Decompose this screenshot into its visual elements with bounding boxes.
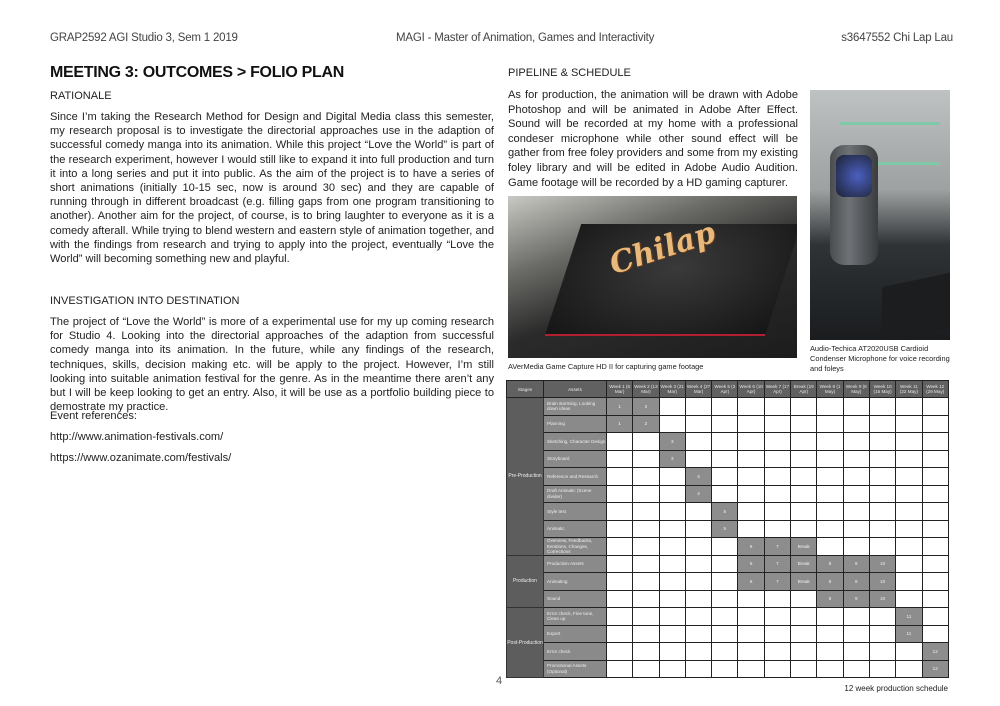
schedule-row bbox=[507, 433, 949, 451]
empty-cell bbox=[843, 468, 869, 486]
empty-cell bbox=[764, 625, 790, 643]
empty-cell bbox=[659, 485, 685, 503]
empty-cell bbox=[633, 503, 659, 521]
empty-cell bbox=[712, 573, 738, 591]
empty-cell bbox=[922, 485, 948, 503]
empty-cell bbox=[685, 538, 711, 556]
scheduled-cell: 6 bbox=[738, 555, 764, 573]
investigation-body: The project of “Love the World” is more of a experimental use for my up coming research for Studio 4. Looking into the directorial approaches of the adaption from successful comedy manga into its animation. In the future, while any findings of the research, techniques, skills, decision making etc. will be apply to the project. However, I’m still looking into suitable animation festival for the genre. As in the meantime there aren’t any but I will be keep looking to get an entry. Also, it will be use as a portfolio building piece to demostrate my practice. bbox=[50, 316, 494, 414]
empty-cell bbox=[869, 468, 895, 486]
scheduled-cell: 8 bbox=[817, 590, 843, 608]
empty-cell bbox=[922, 468, 948, 486]
keyboard bbox=[882, 273, 950, 340]
empty-cell bbox=[869, 503, 895, 521]
empty-cell bbox=[843, 415, 869, 433]
empty-cell bbox=[607, 555, 633, 573]
empty-cell bbox=[764, 468, 790, 486]
empty-cell bbox=[712, 433, 738, 451]
column-header-stages: Stages bbox=[507, 381, 544, 398]
schedule-row bbox=[507, 398, 949, 416]
empty-cell bbox=[922, 450, 948, 468]
empty-cell bbox=[922, 608, 948, 626]
asset-label: Style test bbox=[544, 503, 607, 521]
column-header-week: Week 1 (6 Mar) bbox=[607, 381, 633, 398]
scheduled-cell: 3 bbox=[659, 433, 685, 451]
empty-cell bbox=[738, 415, 764, 433]
asset-label: Error check, Fine tune, Clean up bbox=[544, 608, 607, 626]
empty-cell bbox=[607, 468, 633, 486]
empty-cell bbox=[685, 608, 711, 626]
empty-cell bbox=[685, 660, 711, 678]
empty-cell bbox=[712, 625, 738, 643]
empty-cell bbox=[764, 415, 790, 433]
empty-cell bbox=[738, 433, 764, 451]
empty-cell bbox=[764, 608, 790, 626]
empty-cell bbox=[843, 398, 869, 416]
empty-cell bbox=[896, 538, 922, 556]
empty-cell bbox=[633, 485, 659, 503]
empty-cell bbox=[712, 415, 738, 433]
scheduled-cell: 6 bbox=[738, 573, 764, 591]
empty-cell bbox=[817, 643, 843, 661]
empty-cell bbox=[712, 485, 738, 503]
empty-cell bbox=[896, 485, 922, 503]
empty-cell bbox=[607, 433, 633, 451]
column-header-week: Week 12 (29 May) bbox=[922, 381, 948, 398]
empty-cell bbox=[791, 415, 817, 433]
schedule-row bbox=[507, 555, 949, 573]
empty-cell bbox=[922, 398, 948, 416]
stage-label: Post-Production bbox=[507, 608, 544, 678]
empty-cell bbox=[869, 433, 895, 451]
empty-cell bbox=[869, 538, 895, 556]
schedule-row bbox=[507, 573, 949, 591]
empty-cell bbox=[817, 503, 843, 521]
empty-cell bbox=[659, 590, 685, 608]
asset-label: Production Assets bbox=[544, 555, 607, 573]
scheduled-cell: 6 bbox=[738, 538, 764, 556]
empty-cell bbox=[633, 660, 659, 678]
schedule-row bbox=[507, 625, 949, 643]
empty-cell bbox=[817, 625, 843, 643]
empty-cell bbox=[764, 433, 790, 451]
empty-cell bbox=[712, 538, 738, 556]
empty-cell bbox=[896, 660, 922, 678]
schedule-caption: 12 week production schedule bbox=[844, 684, 948, 693]
photo1-caption: AVerMedia Game Capture HD II for capturing game footage bbox=[508, 362, 704, 371]
asset-label: Sound bbox=[544, 590, 607, 608]
student-header: s3647552 Chi Lap Lau bbox=[841, 32, 953, 44]
empty-cell bbox=[896, 590, 922, 608]
empty-cell bbox=[659, 660, 685, 678]
schedule-row bbox=[507, 503, 949, 521]
empty-cell bbox=[685, 433, 711, 451]
empty-cell bbox=[633, 608, 659, 626]
asset-label: Reference and Research bbox=[544, 468, 607, 486]
scheduled-cell: 10 bbox=[869, 573, 895, 591]
schedule-row bbox=[507, 450, 949, 468]
empty-cell bbox=[869, 398, 895, 416]
empty-cell bbox=[659, 468, 685, 486]
scheduled-cell: 2 bbox=[633, 415, 659, 433]
empty-cell bbox=[685, 625, 711, 643]
scheduled-cell: 9 bbox=[843, 590, 869, 608]
empty-cell bbox=[659, 573, 685, 591]
empty-cell bbox=[817, 415, 843, 433]
empty-cell bbox=[791, 433, 817, 451]
microphone-photo bbox=[810, 90, 950, 340]
empty-cell bbox=[712, 398, 738, 416]
empty-cell bbox=[869, 450, 895, 468]
empty-cell bbox=[922, 625, 948, 643]
empty-cell bbox=[896, 503, 922, 521]
empty-cell bbox=[896, 520, 922, 538]
empty-cell bbox=[764, 520, 790, 538]
scheduled-cell: Break bbox=[791, 573, 817, 591]
empty-cell bbox=[791, 450, 817, 468]
empty-cell bbox=[922, 520, 948, 538]
scheduled-cell: 11 bbox=[896, 608, 922, 626]
empty-cell bbox=[896, 398, 922, 416]
column-header-week: Week 8 (1 May) bbox=[817, 381, 843, 398]
empty-cell bbox=[869, 485, 895, 503]
empty-cell bbox=[607, 485, 633, 503]
schedule-row bbox=[507, 608, 949, 626]
scheduled-cell: 2 bbox=[633, 398, 659, 416]
empty-cell bbox=[738, 398, 764, 416]
asset-label: Promotional Assets (Optional) bbox=[544, 660, 607, 678]
schedule-row bbox=[507, 538, 949, 556]
page-title: MEETING 3: OUTCOMES > FOLIO PLAN bbox=[50, 64, 344, 81]
empty-cell bbox=[633, 643, 659, 661]
empty-cell bbox=[738, 503, 764, 521]
empty-cell bbox=[607, 625, 633, 643]
empty-cell bbox=[922, 433, 948, 451]
empty-cell bbox=[607, 520, 633, 538]
empty-cell bbox=[685, 520, 711, 538]
scheduled-cell: 11 bbox=[896, 625, 922, 643]
page-number: 4 bbox=[496, 675, 503, 687]
scheduled-cell: 12 bbox=[922, 643, 948, 661]
empty-cell bbox=[869, 660, 895, 678]
empty-cell bbox=[633, 538, 659, 556]
empty-cell bbox=[843, 625, 869, 643]
empty-cell bbox=[712, 590, 738, 608]
empty-cell bbox=[633, 468, 659, 486]
column-header-week: Week 4 (27 Mar) bbox=[685, 381, 711, 398]
asset-label: Brain storming, Looking down ideas bbox=[544, 398, 607, 416]
column-header-week: Week 10 (15 May) bbox=[869, 381, 895, 398]
empty-cell bbox=[607, 590, 633, 608]
empty-cell bbox=[922, 555, 948, 573]
empty-cell bbox=[607, 503, 633, 521]
empty-cell bbox=[764, 485, 790, 503]
scheduled-cell: Break bbox=[791, 538, 817, 556]
empty-cell bbox=[869, 608, 895, 626]
empty-cell bbox=[659, 398, 685, 416]
empty-cell bbox=[738, 625, 764, 643]
empty-cell bbox=[685, 590, 711, 608]
empty-cell bbox=[607, 608, 633, 626]
asset-label: Sketching, Character Design bbox=[544, 433, 607, 451]
scheduled-cell: 9 bbox=[843, 555, 869, 573]
empty-cell bbox=[791, 608, 817, 626]
empty-cell bbox=[659, 555, 685, 573]
empty-cell bbox=[659, 503, 685, 521]
scheduled-cell: 12 bbox=[922, 660, 948, 678]
investigation-heading: INVESTIGATION INTO DESTINATION bbox=[50, 295, 240, 307]
column-header-assets: Assets bbox=[544, 381, 607, 398]
scheduled-cell: 1 bbox=[607, 415, 633, 433]
empty-cell bbox=[764, 590, 790, 608]
empty-cell bbox=[922, 590, 948, 608]
empty-cell bbox=[843, 503, 869, 521]
empty-cell bbox=[791, 590, 817, 608]
empty-cell bbox=[869, 643, 895, 661]
asset-label: Planning bbox=[544, 415, 607, 433]
empty-cell bbox=[633, 625, 659, 643]
scheduled-cell: 5 bbox=[712, 520, 738, 538]
column-header-week: Week 11 (22 May) bbox=[896, 381, 922, 398]
column-header-week: Week 2 (13 Mar) bbox=[633, 381, 659, 398]
scheduled-cell: 3 bbox=[659, 450, 685, 468]
empty-cell bbox=[633, 573, 659, 591]
empty-cell bbox=[633, 555, 659, 573]
waveform-1 bbox=[840, 122, 940, 125]
rationale-heading: RATIONALE bbox=[50, 90, 112, 102]
empty-cell bbox=[659, 538, 685, 556]
column-header-week: Week 7 (17 Apr) bbox=[764, 381, 790, 398]
empty-cell bbox=[843, 643, 869, 661]
scheduled-cell: 1 bbox=[607, 398, 633, 416]
capture-card-photo bbox=[508, 196, 797, 358]
asset-label: Storyboard bbox=[544, 450, 607, 468]
empty-cell bbox=[843, 433, 869, 451]
empty-cell bbox=[922, 538, 948, 556]
empty-cell bbox=[764, 450, 790, 468]
column-header-week: Break (19 Apr) bbox=[791, 381, 817, 398]
empty-cell bbox=[738, 520, 764, 538]
empty-cell bbox=[791, 643, 817, 661]
empty-cell bbox=[922, 573, 948, 591]
empty-cell bbox=[817, 485, 843, 503]
empty-cell bbox=[712, 468, 738, 486]
program-header: MAGI - Master of Animation, Games and Interactivity bbox=[396, 32, 655, 44]
empty-cell bbox=[869, 415, 895, 433]
empty-cell bbox=[738, 660, 764, 678]
empty-cell bbox=[896, 573, 922, 591]
empty-cell bbox=[817, 468, 843, 486]
empty-cell bbox=[712, 608, 738, 626]
asset-label: Animating bbox=[544, 573, 607, 591]
column-header-week: Week 6 (10 Apr) bbox=[738, 381, 764, 398]
empty-cell bbox=[791, 660, 817, 678]
scheduled-cell: 9 bbox=[843, 573, 869, 591]
empty-cell bbox=[685, 398, 711, 416]
empty-cell bbox=[659, 643, 685, 661]
schedule-header-row bbox=[507, 381, 949, 398]
empty-cell bbox=[659, 415, 685, 433]
empty-cell bbox=[685, 643, 711, 661]
empty-cell bbox=[869, 520, 895, 538]
schedule-row bbox=[507, 520, 949, 538]
scheduled-cell: 7 bbox=[764, 538, 790, 556]
empty-cell bbox=[843, 660, 869, 678]
empty-cell bbox=[738, 468, 764, 486]
empty-cell bbox=[659, 625, 685, 643]
empty-cell bbox=[843, 450, 869, 468]
empty-cell bbox=[738, 608, 764, 626]
empty-cell bbox=[843, 608, 869, 626]
empty-cell bbox=[869, 625, 895, 643]
empty-cell bbox=[817, 433, 843, 451]
scheduled-cell: 10 bbox=[869, 555, 895, 573]
empty-cell bbox=[791, 468, 817, 486]
empty-cell bbox=[817, 398, 843, 416]
empty-cell bbox=[738, 590, 764, 608]
column-header-week: Week 9 (8 May) bbox=[843, 381, 869, 398]
empty-cell bbox=[764, 398, 790, 416]
scheduled-cell: 8 bbox=[817, 555, 843, 573]
schedule-row bbox=[507, 590, 949, 608]
empty-cell bbox=[607, 643, 633, 661]
empty-cell bbox=[633, 433, 659, 451]
empty-cell bbox=[817, 538, 843, 556]
scheduled-cell: 7 bbox=[764, 573, 790, 591]
schedule-row bbox=[507, 415, 949, 433]
schedule-row bbox=[507, 660, 949, 678]
empty-cell bbox=[817, 520, 843, 538]
empty-cell bbox=[607, 660, 633, 678]
empty-cell bbox=[685, 503, 711, 521]
empty-cell bbox=[685, 555, 711, 573]
empty-cell bbox=[896, 450, 922, 468]
empty-cell bbox=[817, 608, 843, 626]
empty-cell bbox=[633, 520, 659, 538]
empty-cell bbox=[738, 643, 764, 661]
empty-cell bbox=[791, 503, 817, 521]
empty-cell bbox=[633, 450, 659, 468]
column-header-week: Week 5 (3 Apr) bbox=[712, 381, 738, 398]
asset-label: Overview, Feedbacks, Iterations, Changes, Corrections bbox=[544, 538, 607, 556]
empty-cell bbox=[712, 660, 738, 678]
empty-cell bbox=[896, 468, 922, 486]
asset-label: Error check bbox=[544, 643, 607, 661]
course-header: GRAP2592 AGI Studio 3, Sem 1 2019 bbox=[50, 32, 238, 44]
pipeline-body: As for production, the animation will be drawn with Adobe Photoshop and will be animated in Adobe After Effect. Sound will be recorded at my home with a professional condeser microphone while other sound effect will be gather from free foley providers and some from my existing foley library and will be edited in Adobe Audio Audition. Game footage will be recorded by a HD gaming capturer. bbox=[508, 89, 798, 189]
empty-cell bbox=[712, 450, 738, 468]
microphone-body bbox=[830, 145, 878, 265]
empty-cell bbox=[607, 538, 633, 556]
empty-cell bbox=[685, 415, 711, 433]
asset-label: Animatic bbox=[544, 520, 607, 538]
column-header-week: Week 3 (21 Mar) bbox=[659, 381, 685, 398]
empty-cell bbox=[896, 415, 922, 433]
empty-cell bbox=[633, 590, 659, 608]
empty-cell bbox=[659, 520, 685, 538]
production-schedule-table bbox=[506, 380, 949, 678]
empty-cell bbox=[764, 660, 790, 678]
schedule-row bbox=[507, 468, 949, 486]
empty-cell bbox=[712, 643, 738, 661]
asset-label: Draft Animatic (Scene divider) bbox=[544, 485, 607, 503]
empty-cell bbox=[738, 485, 764, 503]
rationale-body: Since I’m taking the Research Method for Design and Digital Media class this semester, my research proposal is to investigate the directorial approaches use in the adaption of successful comedy manga into its animation. While this project “Love the World” is part of the research experiment, however I would still like to expand it into full production and turn it into a long series and put it into public. As the aim of the project is to have a series of short animations (initially 10-15 sec, now is around 30 sec) and they are capable of running through in different broadcast (e.g. filling gaps from one program transitioning to another). Another aim for the project, of course, is to bring laughter to everyone as it is a comedy afterall. While trying to blend western and eastern style of animation together, and with the findings from research and trying to apply into the project, eventually “Love the World” will becoming something new and playful. bbox=[50, 111, 494, 266]
scheduled-cell: 8 bbox=[817, 573, 843, 591]
microphone-grille bbox=[836, 155, 872, 197]
event-references-label: Event references: bbox=[50, 410, 137, 422]
pipeline-heading: PIPELINE & SCHEDULE bbox=[508, 67, 631, 79]
empty-cell bbox=[896, 433, 922, 451]
empty-cell bbox=[659, 608, 685, 626]
schedule-row bbox=[507, 643, 949, 661]
empty-cell bbox=[712, 555, 738, 573]
empty-cell bbox=[817, 450, 843, 468]
empty-cell bbox=[791, 520, 817, 538]
schedule-row bbox=[507, 485, 949, 503]
stage-label: Pre-Production bbox=[507, 398, 544, 556]
empty-cell bbox=[607, 573, 633, 591]
empty-cell bbox=[607, 450, 633, 468]
chilap-logo: Chilap bbox=[605, 215, 720, 282]
empty-cell bbox=[791, 485, 817, 503]
stage-label: Production bbox=[507, 555, 544, 608]
empty-cell bbox=[922, 415, 948, 433]
empty-cell bbox=[843, 538, 869, 556]
empty-cell bbox=[817, 660, 843, 678]
asset-label: Export bbox=[544, 625, 607, 643]
scheduled-cell: 4 bbox=[685, 468, 711, 486]
scheduled-cell: 10 bbox=[869, 590, 895, 608]
photo2-caption: Audio-Techica AT2020USB Cardioid Condenser Microphone for voice recording and foleys bbox=[810, 344, 950, 373]
empty-cell bbox=[922, 503, 948, 521]
empty-cell bbox=[685, 450, 711, 468]
empty-cell bbox=[764, 503, 790, 521]
empty-cell bbox=[738, 450, 764, 468]
scheduled-cell: 7 bbox=[764, 555, 790, 573]
scheduled-cell: Break bbox=[791, 555, 817, 573]
scheduled-cell: 4 bbox=[685, 485, 711, 503]
event-link[interactable]: https://www.ozanimate.com/festivals/ bbox=[50, 452, 232, 464]
empty-cell bbox=[791, 625, 817, 643]
empty-cell bbox=[764, 643, 790, 661]
empty-cell bbox=[685, 573, 711, 591]
event-link[interactable]: http://www.animation-festivals.com/ bbox=[50, 431, 224, 443]
empty-cell bbox=[896, 555, 922, 573]
empty-cell bbox=[896, 643, 922, 661]
scheduled-cell: 5 bbox=[712, 503, 738, 521]
empty-cell bbox=[791, 398, 817, 416]
empty-cell bbox=[843, 485, 869, 503]
empty-cell bbox=[843, 520, 869, 538]
